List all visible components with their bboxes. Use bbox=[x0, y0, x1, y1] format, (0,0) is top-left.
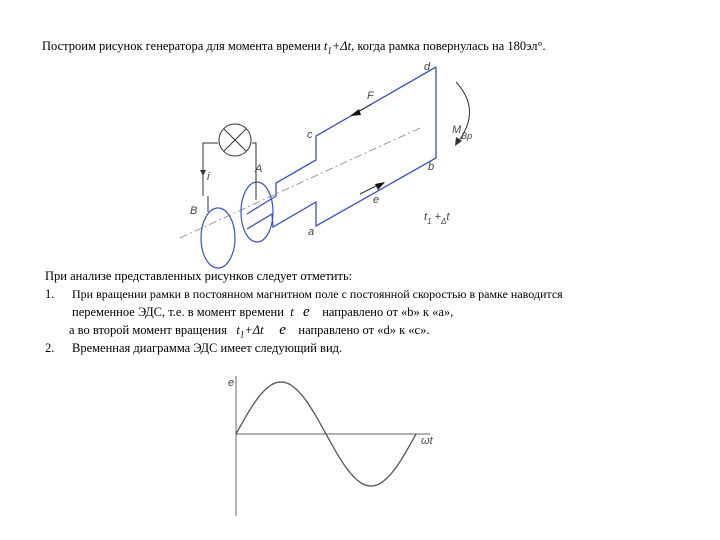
diagram-x-label: ωt bbox=[421, 435, 433, 447]
analysis-intro: При анализе представленных рисунков следует отметить: bbox=[45, 269, 353, 283]
item1-line2: переменное ЭДС, т.е. в момент времени t e направлено от «b» к «a», bbox=[72, 304, 454, 320]
label-d: d bbox=[424, 61, 431, 73]
item2-text: Временная диаграмма ЭДС имеет следующий вид. bbox=[72, 341, 343, 355]
label-f: F bbox=[367, 90, 374, 102]
heading-plus-dt: +Δt bbox=[331, 39, 352, 53]
label-ring-b: B bbox=[190, 205, 198, 217]
label-a: a bbox=[308, 226, 315, 238]
heading-t1-sub: 1 bbox=[327, 45, 332, 56]
label-time: $t_1 +_\Delta t$ bbox=[424, 211, 450, 226]
label-b: b bbox=[428, 161, 435, 173]
heading-t1: t bbox=[323, 39, 328, 53]
item1-line3: а во второй момент вращения $t_1+\Delta t$ e направлено от «d» к «c». bbox=[69, 322, 430, 340]
item2-number: 2. bbox=[45, 341, 55, 355]
label-ring-a: A bbox=[255, 163, 263, 175]
heading-text-before: Построим рисунок генератора для момента времени bbox=[42, 39, 324, 53]
item1-line1: При вращении рамки в постоянном магнитном поле с постоянной скоростью в рамке наводится bbox=[72, 287, 563, 301]
label-current: i bbox=[207, 171, 210, 183]
label-c: c bbox=[307, 129, 313, 141]
label-e: e bbox=[373, 194, 380, 206]
diagram-y-label: e bbox=[228, 377, 235, 389]
item1-number: 1. bbox=[45, 287, 55, 301]
label-moment: $M_{Вр}$ bbox=[452, 124, 473, 141]
heading-text-after: , когда рамка повернулась на 180эл°. bbox=[351, 39, 546, 53]
